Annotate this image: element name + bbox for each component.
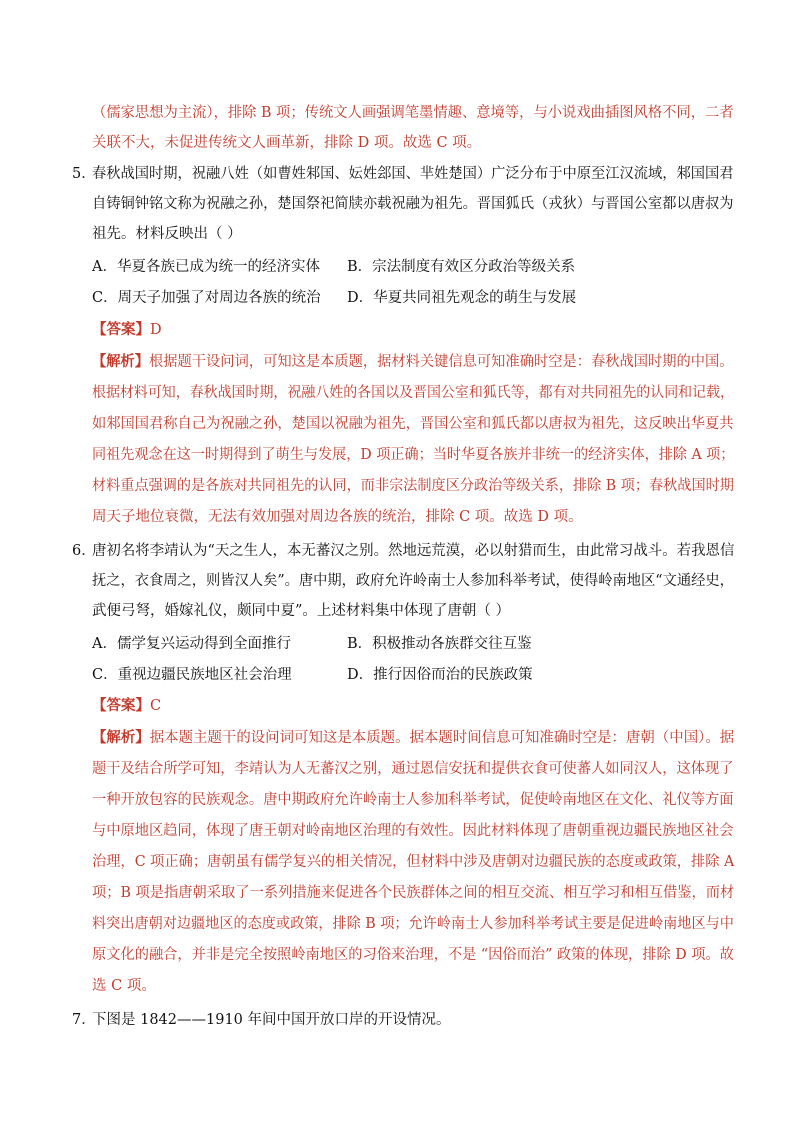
answer-value: C — [150, 698, 162, 714]
analysis-tag: 【解析】 — [92, 353, 150, 370]
prev-explanation-line-2: 关联不大，未促进传统文人画革新，排除 D 项。故选 C 项。 — [92, 135, 482, 151]
question-6-stem-line-3: 武便弓弩，婚嫁礼仪，颇同中夏”。上述材料集中体现了唐朝（ ） — [92, 603, 511, 619]
question-5-option-b: B．宗法制度有效区分政治等级关系 — [347, 259, 576, 275]
question-6-analysis-line-9: 选 C 项。 — [92, 978, 156, 994]
analysis-tag: 【解析】 — [92, 729, 150, 746]
question-5-stem-line-2: 自铸铜钟铭文称为祝融之孙，楚国祭祀简牍亦载祝融为祖先。晋国狐氏（戎狄）与晋国公室都以唐叔为 — [92, 196, 734, 212]
question-5-option-d: D．华夏共同祖先观念的萌生与发展 — [347, 290, 577, 306]
question-6-analysis-line-4: 与中原地区趋同，体现了唐王朝对岭南地区治理的有效性。因此材料体现了唐朝重视边疆民族地区社会 — [92, 823, 734, 839]
prev-explanation-line-1: （儒家思想为主流），排除 B 项；传统文人画强调笔墨情趣、意境等，与小说戏曲插图风格不同，二者 — [92, 105, 734, 121]
question-5-analysis-line-5: 材料重点强调的是各族对共同祖先的认同，而非宗法制度区分政治等级关系，排除 B 项；春秋战国时期 — [92, 478, 734, 494]
answer-tag: 【答案】 — [92, 321, 150, 338]
question-6-analysis-line-3: 一种开放包容的民族观念。唐中期政府允许岭南士人参加科举考试，促使岭南地区在文化、礼仪等方面 — [92, 792, 734, 808]
question-5-option-a: A．华夏各族已成为统一的经济实体 — [92, 259, 320, 275]
question-6-answer — [92, 696, 161, 716]
question-6-option-b: B．积极推动各族群交往互鉴 — [347, 636, 532, 652]
question-6-analysis-line-8: 原文化的融合，并非是完全按照岭南地区的习俗来治理，不是 “因俗而治” 政策的体现，排除 D 项。故 — [92, 947, 734, 963]
question-5-analysis-line-4: 同祖先观念在这一时期得到了萌生与发展，D 项正确；当时华夏各族并非统一的经济实体，排除 A 项； — [92, 447, 735, 463]
answer-tag: 【答案】 — [92, 697, 150, 714]
analysis-text: 据本题主题干的设问词可知这是本质题。据本题时间信息可知准确时空是：唐朝（中国）。据 — [149, 730, 735, 746]
question-5-option-c: C．周天子加强了对周边各族的统治 — [92, 290, 321, 306]
question-5-stem-line-1: 春秋战国时期，祝融八姓（如曹姓邾国、妘姓郐国、芈姓楚国）广泛分布于中原至江汉流域，邾国国君 — [92, 166, 734, 182]
question-5-answer — [92, 320, 162, 340]
question-5-analysis-line-1 — [92, 352, 734, 372]
answer-value: D — [150, 322, 162, 338]
question-6-analysis-line-2: 题干及结合所学可知，李靖认为人无蕃汉之别，通过恩信安抚和提供衣食可使蕃人如同汉人，这体现了 — [92, 761, 734, 777]
question-6-option-a: A．儒学复兴运动得到全面推行 — [92, 636, 291, 652]
question-7-stem-line-1: 下图是 1842——1910 年间中国开放口岸的开设情况。 — [92, 1012, 451, 1028]
question-6-analysis-line-1 — [92, 728, 734, 748]
question-6-option-c: C．重视边疆民族地区社会治理 — [92, 667, 292, 683]
question-6-analysis-line-5: 治理，C 项正确；唐朝虽有儒学复兴的相关情况，但材料中涉及唐朝对边疆民族的态度或政策，排除 A — [92, 854, 735, 870]
question-7-number: 7． — [72, 1012, 96, 1028]
question-6-stem-line-1: 唐初名将李靖认为“天之生人，本无蕃汉之别。然地远荒漠，必以射猎而生，由此常习战斗。若我恩信 — [92, 543, 735, 559]
question-5-stem-line-3: 祖先。材料反映出（ ） — [92, 226, 242, 242]
question-6-option-d: D．推行因俗而治的民族政策 — [347, 667, 533, 683]
question-5-analysis-line-3: 如邾国国君称自己为祝融之孙，楚国以祝融为祖先，晋国公室和狐氏都以唐叔为祖先，这反映出华夏共 — [92, 416, 734, 432]
question-5-number: 5． — [72, 166, 96, 182]
question-6-analysis-line-6: 项；B 项是指唐朝采取了一系列措施来促进各个民族群体之间的相互交流、相互学习和相互借鉴，而材 — [92, 885, 735, 901]
analysis-text: 根据题干设问词，可知这是本质题，据材料关键信息可知准确时空是：春秋战国时期的中国。 — [149, 354, 734, 370]
question-6-number: 6． — [72, 543, 96, 559]
question-5-analysis-line-6: 周天子地位衰微，无法有效加强对周边各族的统治，排除 C 项。故选 D 项。 — [92, 509, 583, 525]
question-6-stem-line-2: 抚之，衣食周之，则皆汉人矣”。唐中期，政府允许岭南士人参加科举考试，使得岭南地区“文通经史， — [92, 573, 734, 589]
question-6-analysis-line-7: 料突出唐朝对边疆地区的态度或政策，排除 B 项；允许岭南士人参加科举考试主要是促进岭南地区与中 — [92, 916, 734, 932]
question-5-analysis-line-2: 根据材料可知，春秋战国时期，祝融八姓的各国以及晋国公室和狐氏等，都有对共同祖先的认同和记载， — [92, 385, 734, 401]
